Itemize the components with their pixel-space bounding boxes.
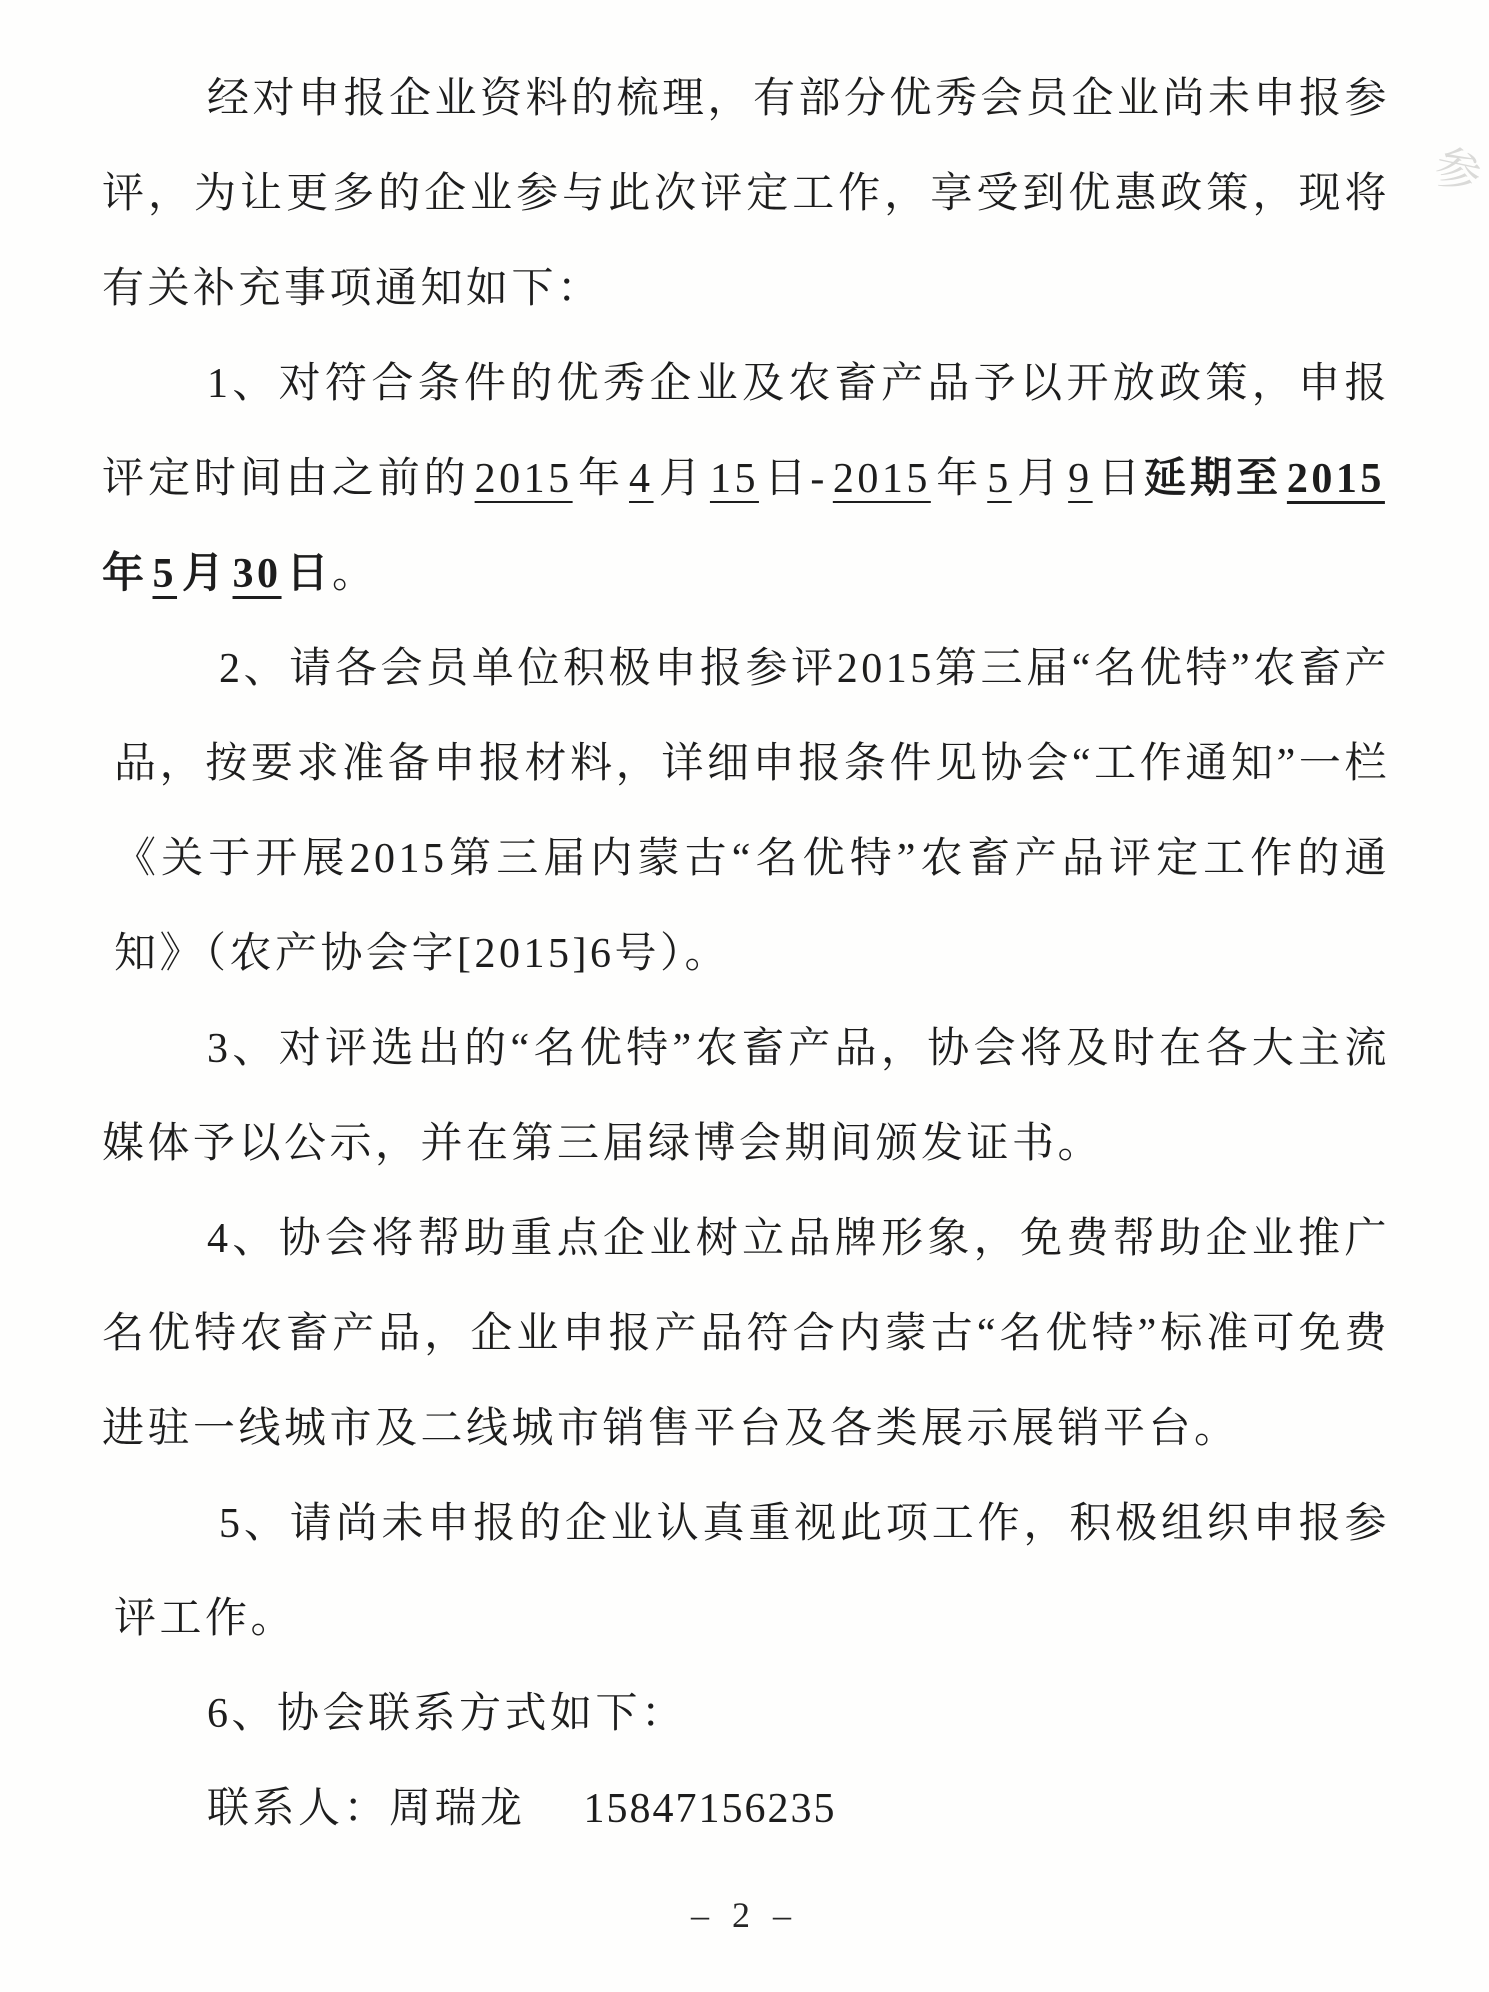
contact-phone: 15847156235: [583, 1786, 837, 1832]
paragraph-contact: [102, 1762, 1390, 1857]
item1-sep9: 日: [286, 551, 333, 597]
item6-text: 6、协会联系方式如下：: [207, 1691, 687, 1737]
item1-date1-year: 2015: [474, 456, 573, 502]
paragraph-item5: [102, 1477, 1390, 1667]
paragraph-item2: [102, 622, 1390, 1002]
paragraph-item1: [102, 337, 1390, 622]
item1-sep7: 年: [102, 551, 148, 597]
paragraph-intro: [102, 52, 1390, 337]
item1-sep2: 月: [658, 456, 705, 502]
item1-extended-label: 延期至: [1144, 456, 1282, 502]
paragraph-item6: [102, 1667, 1390, 1762]
item1-sep3: 日-: [763, 456, 828, 502]
item1-sep5: 月: [1016, 456, 1064, 502]
item1-date2-year: 2015: [832, 456, 931, 502]
bleed-through-ghost-character: 参: [1430, 140, 1487, 201]
item2-text: 2、请各会员单位积极申报参评2015第三届“名优特”农畜产品，按要求准备申报材料，详细申报条件见协会“工作通知”一栏《关于开展2015第三届内蒙古“名优特”农畜产品评定工作的通知》（农产协会字[2015]6号）。: [114, 646, 1390, 977]
paragraph-item4: [102, 1192, 1390, 1477]
intro-text: 经对申报企业资料的梳理，有部分优秀会员企业尚未申报参评，为让更多的企业参与此次评定工作，享受到优惠政策，现将有关补充事项通知如下：: [102, 76, 1391, 312]
item3-text: 3、对评选出的“名优特”农畜产品，协会将及时在各大主流媒体予以公示，并在第三届绿博会期间颁发证书。: [102, 1026, 1390, 1167]
item1-sep4: 年: [935, 456, 983, 502]
item1-date1-month: 4: [629, 456, 654, 502]
item1-sep6: 日: [1097, 456, 1145, 502]
item1-date1-day: 15: [709, 456, 759, 502]
page-number: – 2 –: [691, 1895, 798, 1935]
contact-name: 周瑞龙: [389, 1786, 526, 1832]
item1-newdate-year: 2015: [1286, 456, 1385, 502]
item4-text: 4、协会将帮助重点企业树立品牌形象，免费帮助企业推广名优特农畜产品，企业申报产品符合内蒙古“名优特”标准可免费进驻一线城市及二线城市销售平台及各类展示展销平台。: [102, 1216, 1390, 1452]
item1-date2-day: 9: [1068, 456, 1093, 502]
item1-sep8: 月: [182, 551, 228, 597]
document-body: [102, 52, 1390, 1857]
item5-text: 5、请尚未申报的企业认真重视此项工作，积极组织申报参评工作。: [114, 1501, 1390, 1642]
item1-sep1: 年: [577, 456, 625, 502]
item1-period: 。: [332, 551, 378, 597]
item1-lead: 1、对符合条件的优秀企业及农畜产品予以开放政策，申报评定时间由之前的: [102, 361, 1390, 502]
contact-label: 联系人：: [207, 1786, 390, 1832]
item1-newdate-day: 30: [232, 551, 282, 597]
paragraph-item3: [102, 1002, 1390, 1192]
item1-newdate-month: 5: [152, 551, 178, 597]
item1-date2-month: 5: [987, 456, 1012, 502]
